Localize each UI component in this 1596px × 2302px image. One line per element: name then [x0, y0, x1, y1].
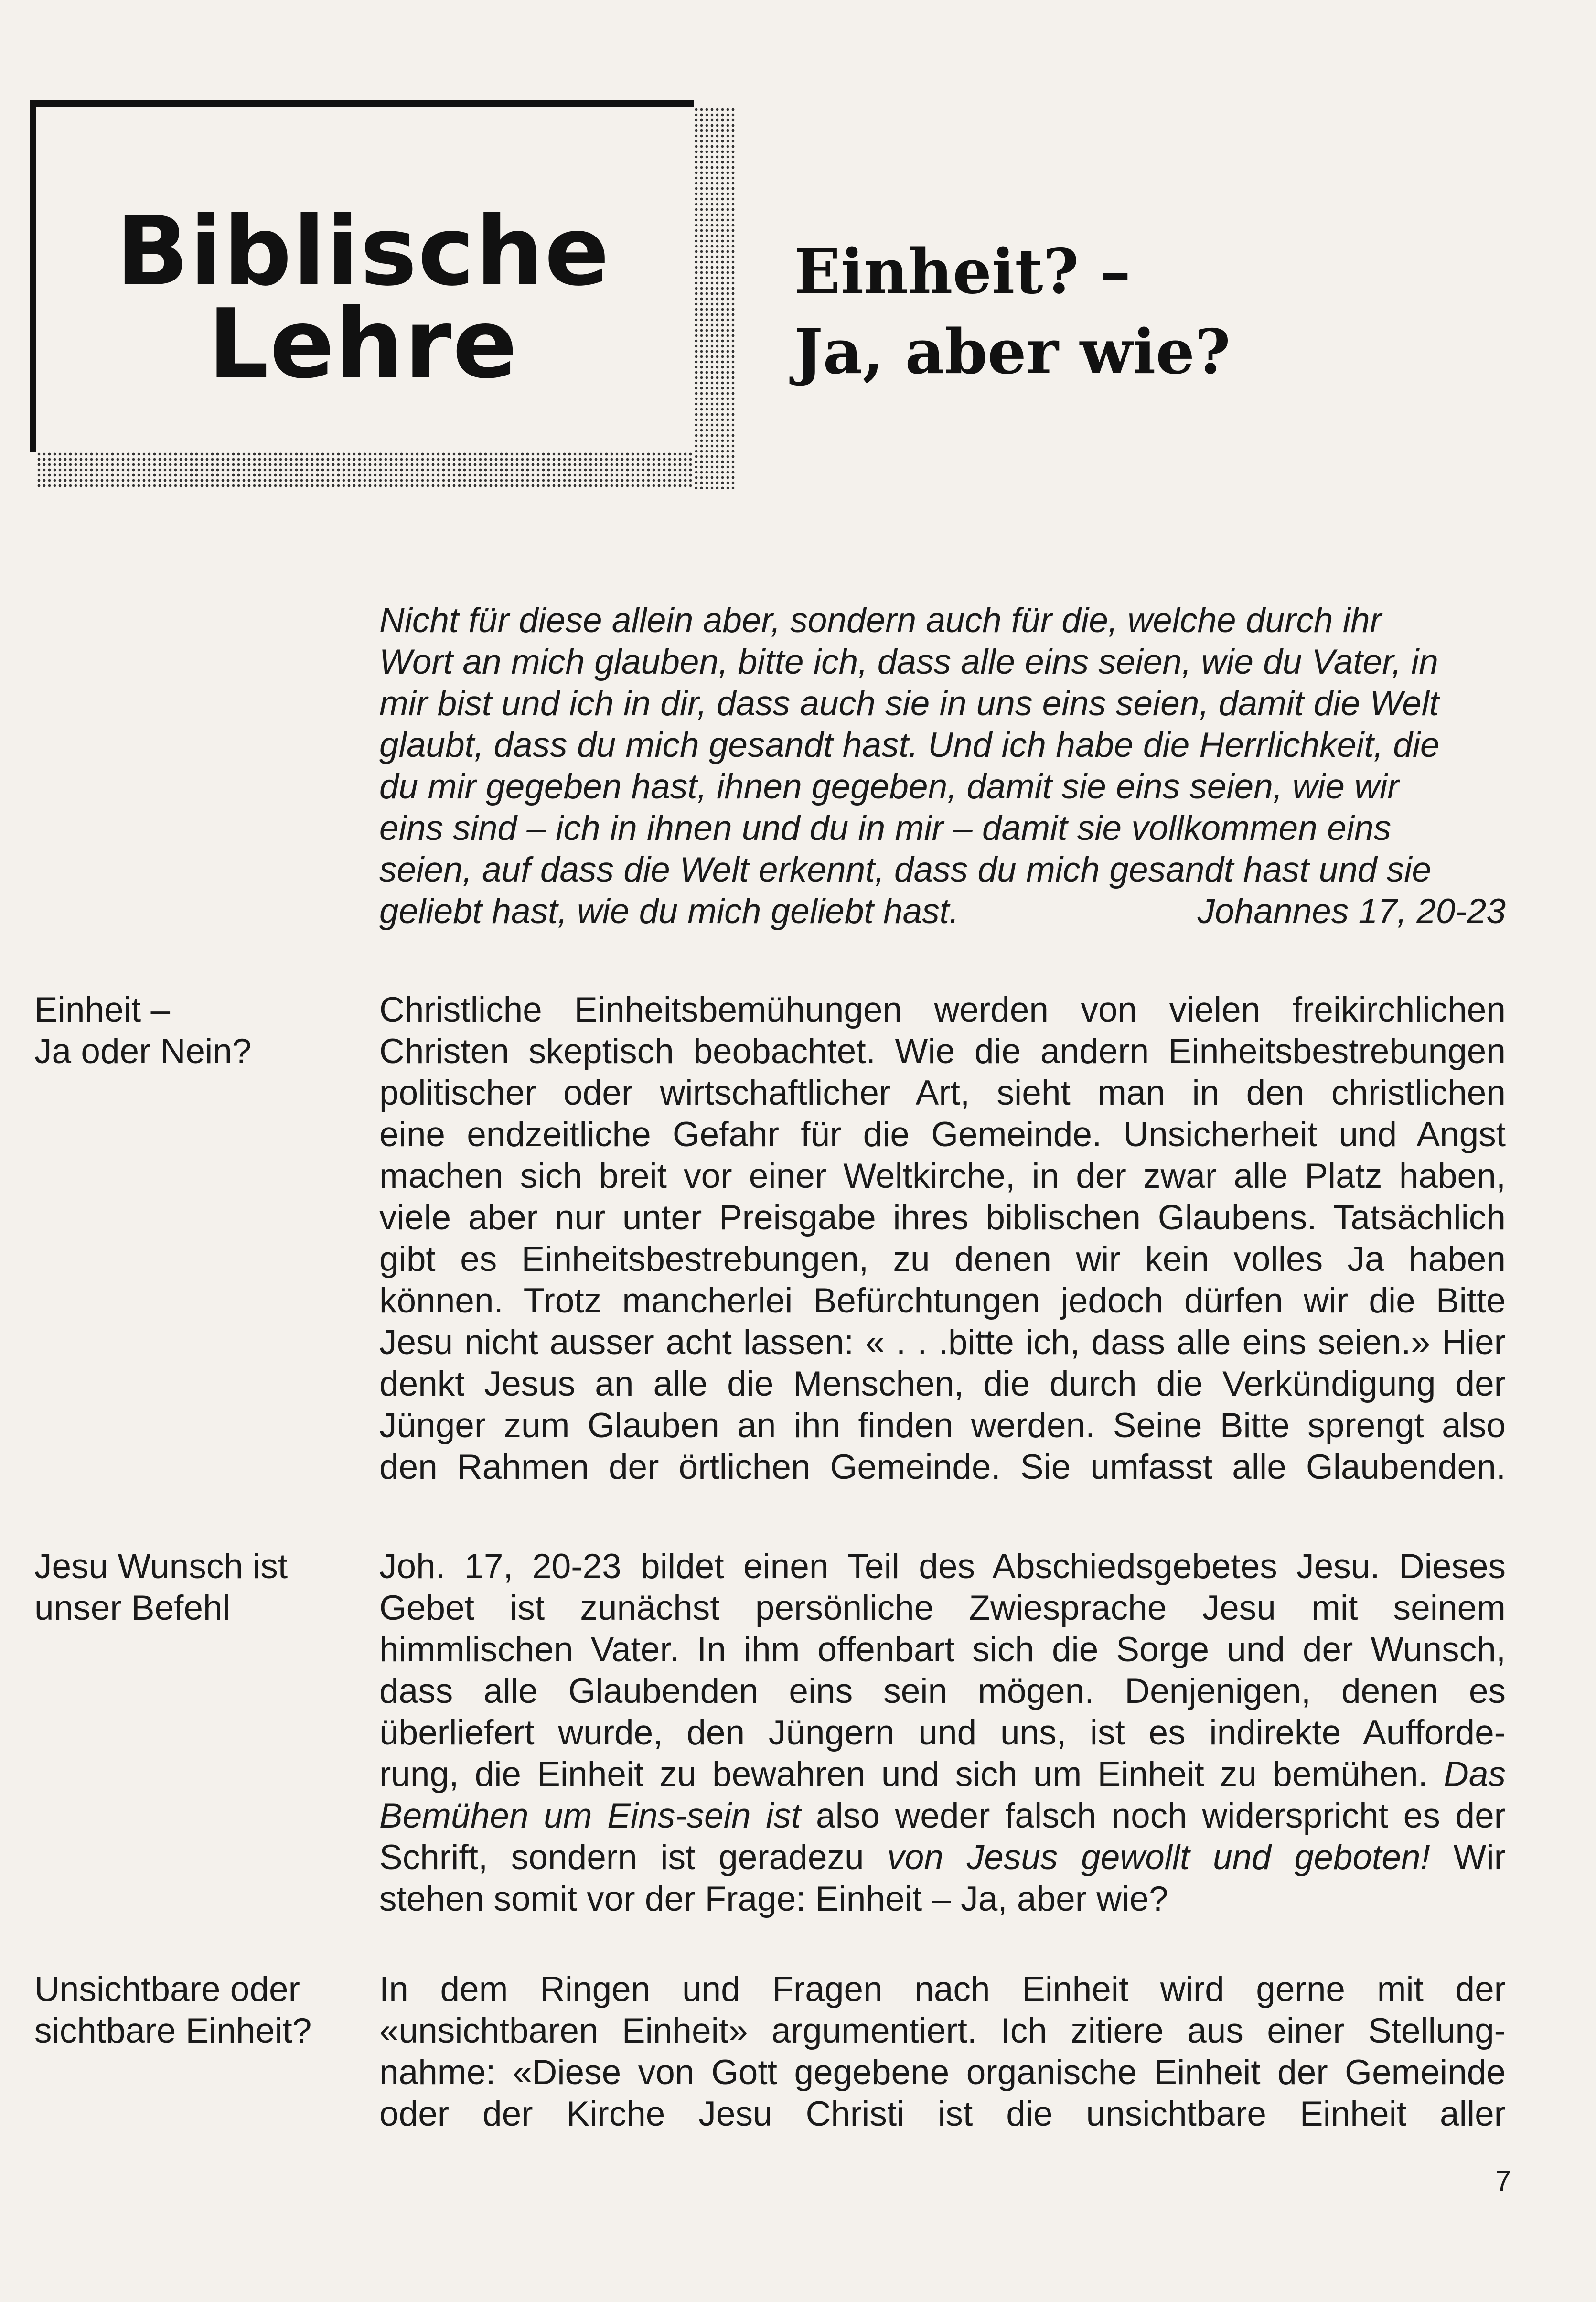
- emphasis-text: Das: [1444, 1755, 1506, 1794]
- paragraph-text: also weder falsch noch widerspricht es der: [815, 1796, 1506, 1835]
- paragraph-line: «unsichtbaren Einheit» argumentiert. Ich zitiere aus einer Stellung-: [379, 2012, 1506, 2050]
- article-title: Einheit? – Ja, aber wie?: [794, 236, 1231, 388]
- paragraph-line: können. Trotz mancherlei Befürchtungen jedoch dürfen wir die Bitte: [379, 1281, 1506, 1320]
- paragraph-line: denkt Jesus an alle die Menschen, die durch die Verkündigung der: [379, 1365, 1506, 1403]
- paragraph-text: Schrift, sondern ist geradezu: [379, 1838, 864, 1877]
- side-label-jesu-wunsch: Jesu Wunsch ist unser Befehl: [34, 1547, 288, 1627]
- side-label-einheit-ja-oder-nein: Einheit – Ja oder Nein?: [34, 990, 252, 1071]
- quote-line: Nicht für diese allein aber, sondern auch für die, welche durch ihr: [379, 601, 1382, 640]
- quote-reference: Johannes 17, 20-23: [1197, 892, 1506, 931]
- paragraph-line: Jesu nicht ausser acht lassen: « . . .bitte ich, dass alle eins seien.» Hier: [379, 1323, 1506, 1362]
- paragraph-line: Christliche Einheitsbemühungen werden von vielen freikirchlichen: [379, 990, 1506, 1029]
- paragraph-line: machen sich breit vor einer Weltkirche, in der zwar alle Platz haben,: [379, 1157, 1506, 1195]
- paragraph-line: Christen skeptisch beobachtet. Wie die andern Einheitsbestrebungen: [379, 1032, 1506, 1071]
- header-shadow-bottom: [36, 452, 694, 489]
- paragraph-line: nahme: «Diese von Gott gegebene organische Einheit der Gemeinde: [379, 2053, 1506, 2092]
- paragraph-line: gibt es Einheitsbestrebungen, zu denen wir kein volles Ja haben: [379, 1240, 1506, 1279]
- paragraph-einheit: [379, 989, 1506, 1488]
- paragraph-line: [379, 1753, 1506, 1795]
- paragraph-line: himmlischen Vater. In ihm offenbart sich die Sorge und der Wunsch,: [379, 1630, 1506, 1669]
- paragraph-text: Wir: [1453, 1838, 1506, 1877]
- emphasis-text: von Jesus gewollt und geboten!: [887, 1838, 1430, 1877]
- paragraph-line: In dem Ringen und Fragen nach Einheit wird gerne mit der: [379, 1970, 1506, 2009]
- paragraph-line: Gebet ist zunächst persönliche Zwiesprache Jesu mit seinem: [379, 1589, 1506, 1627]
- paragraph-line: oder der Kirche Jesu Christi ist die unsichtbare Einheit aller: [379, 2095, 1506, 2133]
- side-label-unsichtbare-einheit: Unsichtbare oder sichtbare Einheit?: [34, 1970, 312, 2050]
- bible-quote: [379, 600, 1506, 932]
- paragraph-line: eine endzeitliche Gefahr für die Gemeinde. Unsicherheit und Angst: [379, 1115, 1506, 1154]
- page-number: 7: [1495, 2165, 1511, 2197]
- header-shadow-right: [694, 107, 735, 489]
- paragraph-line: den Rahmen der örtlichen Gemeinde. Sie umfasst alle Glaubenden.: [379, 1448, 1506, 1486]
- quote-line: geliebt hast, wie du mich geliebt hast.: [379, 892, 959, 931]
- paragraph-line: dass alle Glaubenden eins sein mögen. Denjenigen, denen es: [379, 1672, 1506, 1710]
- quote-line: mir bist und ich in dir, dass auch sie in uns eins seien, damit die Welt: [379, 684, 1439, 723]
- emphasis-text: Bemühen um Eins-sein ist: [379, 1796, 801, 1835]
- quote-line: Wort an mich glauben, bitte ich, dass alle eins seien, wie du Vater, in: [379, 643, 1438, 681]
- quote-line: eins sind – ich in ihnen und du in mir – damit sie vollkommen eins: [379, 809, 1392, 848]
- section-title: Biblische Lehre: [116, 196, 611, 400]
- paragraph-line: stehen somit vor der Frage: Einheit – Ja, aber wie?: [379, 1880, 1168, 1918]
- paragraph-line: Joh. 17, 20-23 bildet einen Teil des Abschiedsgebetes Jesu. Dieses: [379, 1547, 1506, 1586]
- paragraph-line: Jünger zum Glauben an ihn finden werden. Seine Bitte sprengt also: [379, 1406, 1506, 1445]
- paragraph-line: [379, 1837, 1506, 1878]
- paragraph-text: rung, die Einheit zu bewahren und sich um Einheit zu bemühen.: [379, 1755, 1428, 1794]
- paragraph-unsichtbare-einheit: [379, 1969, 1506, 2135]
- paragraph-line: politischer oder wirtschaftlicher Art, sieht man in den christlichen: [379, 1074, 1506, 1112]
- quote-last-line: [379, 891, 1506, 932]
- quote-line: du mir gegeben hast, ihnen gegeben, damit sie eins seien, wie wir: [379, 767, 1399, 806]
- paragraph-jesu-wunsch: [379, 1546, 1506, 1920]
- quote-line: seien, auf dass die Welt erkennt, dass du mich gesandt hast und sie: [379, 850, 1432, 889]
- paragraph-line: viele aber nur unter Preisgabe ihres biblischen Glaubens. Tatsächlich: [379, 1198, 1506, 1237]
- quote-line: glaubt, dass du mich gesandt hast. Und ich habe die Herrlichkeit, die: [379, 726, 1440, 764]
- paragraph-line: [379, 1795, 1506, 1837]
- paragraph-line: überliefert wurde, den Jüngern und uns, ist es indirekte Aufforde-: [379, 1713, 1506, 1752]
